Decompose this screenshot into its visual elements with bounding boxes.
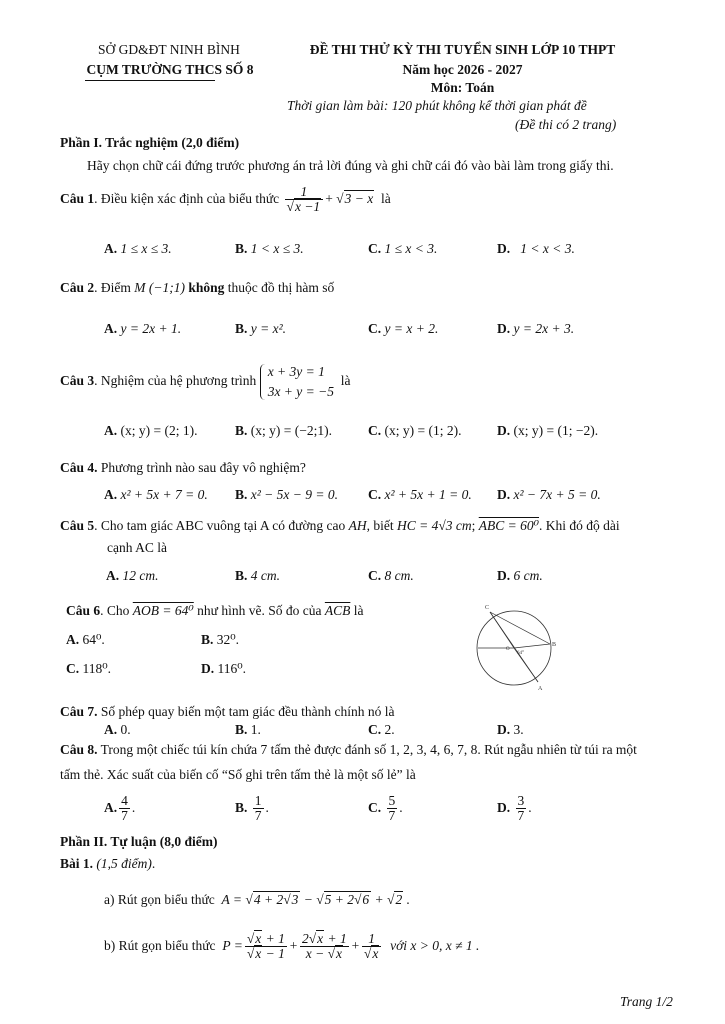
q6-option-b: B. 32⁰. [201, 632, 240, 647]
segment-ob [514, 644, 550, 648]
q5-option-c: C. 8 cm. [368, 568, 414, 583]
q2-option-d: D. y = 2x + 3. [497, 321, 575, 336]
q3-option-d: D. (x; y) = (1; −2). [497, 423, 599, 438]
label-angle: 64° [517, 651, 524, 656]
segment-cb [490, 612, 550, 644]
bai1-a: a) Rút gọn biểu thức A = √4 + 2√3 − √5 + 2√6 + √2 . [104, 892, 410, 907]
school-underline [85, 80, 215, 81]
question-tail: là [380, 191, 391, 206]
q6-option-a: A. 64⁰. [66, 632, 105, 647]
question-6: Câu 6. Cho AOB = 64⁰ như hình vẽ. Số đo của $\overline{ACB}$ là [66, 603, 364, 618]
question-5: Câu 5. Cho tam giác ABC vuông tại A có đường cao AH, biết HC = 4√3 cm; ABC = 60⁰. Khi đó độ dài [60, 518, 620, 533]
q1-option-a: A. 1 ≤ x ≤ 3. [104, 241, 172, 256]
q2-option-c: C. y = x + 2. [368, 321, 439, 336]
q1-option-d: D. 1 < x < 3. [497, 241, 575, 256]
question-label: Câu 1 [60, 191, 95, 206]
bai1-heading: Bài 1. (1,5 điểm). [60, 856, 156, 871]
q1-option-b: B. 1 < x ≤ 3. [235, 241, 304, 256]
question-8: Câu 8. Trong một chiếc túi kín chứa 7 tấm thẻ được đánh số 1, 2, 3, 4, 6, 7, 8. Rút ngẫu nhiên từ túi ra một [60, 742, 637, 757]
label-b: B [552, 642, 557, 648]
page-number: Trang 1/2 [620, 994, 673, 1009]
q8-option-b: B. $\frac{1}{7}$ . [235, 793, 269, 824]
pages-note: (Đề thi có 2 trang) [515, 117, 617, 132]
label-a: A [538, 686, 543, 692]
q2-option-a: A. y = 2x + 1. [104, 321, 182, 336]
label-o: O [506, 647, 510, 652]
question-7: Câu 7. Số phép quay biến một tam giác đều thành chính nó là [60, 704, 395, 719]
q5-option-d: D. 6 cm. [497, 568, 543, 583]
q8-option-d: D. $\frac{3}{7}$ . [497, 793, 532, 824]
question-text: . Điều kiện xác định của biểu thức [94, 191, 280, 206]
q6-option-d: D. 116⁰. [201, 661, 247, 676]
q4-option-a: A. x² + 5x + 7 = 0. [104, 487, 208, 502]
q1-option-c: C. 1 ≤ x < 3. [368, 241, 438, 256]
subject: Môn: Toán [430, 80, 495, 95]
q7-option-c: C. 2. [368, 722, 395, 737]
question-4: Câu 4. Phương trình nào sau đây vô nghiệm? [60, 460, 306, 475]
question-5-line2: cạnh AC là [107, 540, 167, 555]
q8-option-a: A. $\frac{4}{7}$ . [104, 793, 136, 824]
q7-option-d: D. 3. [497, 722, 524, 737]
question-8-line2: tấm thẻ. Xác suất của biến cố “Số ghi trên tấm thẻ là một số lẻ” là [60, 767, 416, 782]
q4-option-d: D. x² − 7x + 5 = 0. [497, 487, 601, 502]
exam-time: Thời gian làm bài: 120 phút không kể thời gian phát đề [287, 98, 587, 113]
q5-option-a: A. 12 cm. [106, 568, 159, 583]
q7-option-b: B. 1. [235, 722, 261, 737]
part2-title: Phần II. Tự luận (8,0 điểm) [60, 834, 218, 849]
part1-instruction: Hãy chọn chữ cái đứng trước phương án trả lời đúng và ghi chữ cái đó vào bài làm trong giấy thi. [87, 158, 614, 173]
question-2: Câu 2. Điểm M (−1;1) không thuộc đồ thị hàm số [60, 280, 335, 295]
department-name: SỞ GD&ĐT NINH BÌNH [98, 42, 240, 57]
q3-option-b: B. (x; y) = (−2;1). [235, 423, 332, 438]
bai1-b: b) Rút gọn biểu thức P = $\frac{√x + 1}{√x - 1}$ + $\frac{2√x + 1}{x - √x}$ + $\frac{1}{√x}$ với x > 0, x ≠ 1 . [104, 931, 480, 962]
q3-option-c: C. (x; y) = (1; 2). [368, 423, 462, 438]
q3-option-a: A. (x; y) = (2; 1). [104, 423, 198, 438]
label-c: C [485, 605, 490, 611]
expression-a: A = √4 + 2√3 − √5 + 2√6 + √2 . [221, 892, 410, 907]
question-3: Câu 3. Nghiệm của hệ phương trình x + 3y = 1 3x + y = −5 là [60, 360, 351, 402]
q2-option-b: B. y = x². [235, 321, 287, 336]
equation-system: x + 3y = 1 3x + y = −5 [260, 362, 334, 402]
q4-option-c: C. x² + 5x + 1 = 0. [368, 487, 472, 502]
exam-title: ĐỀ THI THỬ KỲ THI TUYỂN SINH LỚP 10 THPT [309, 42, 616, 57]
q5-option-b: B. 4 cm. [235, 568, 281, 583]
school-name: CỤM TRƯỜNG THCS SỐ 8 [86, 62, 254, 77]
fraction-expression: $\frac{1}{√x -1}$ [285, 185, 324, 214]
expression-p: P = $\frac{√x + 1}{√x - 1}$ + $\frac{2√x + 1}{x - √x}$ + $\frac{1}{√x}$ [222, 938, 383, 953]
q7-option-a: A. 0. [104, 722, 131, 737]
circle-figure [470, 600, 560, 695]
q6-option-c: C. 118⁰. [66, 661, 112, 676]
question-1: Câu 1. Điều kiện xác định của biểu thức $\frac{1}{√x -1}$ + √3 − x là [60, 184, 391, 215]
q8-option-c: C. $\frac{5}{7}$ . [368, 793, 403, 824]
q4-option-b: B. x² − 5x − 9 = 0. [235, 487, 339, 502]
part1-title: Phần I. Trắc nghiệm (2,0 điểm) [60, 135, 240, 150]
school-year: Năm học 2026 - 2027 [402, 62, 523, 77]
